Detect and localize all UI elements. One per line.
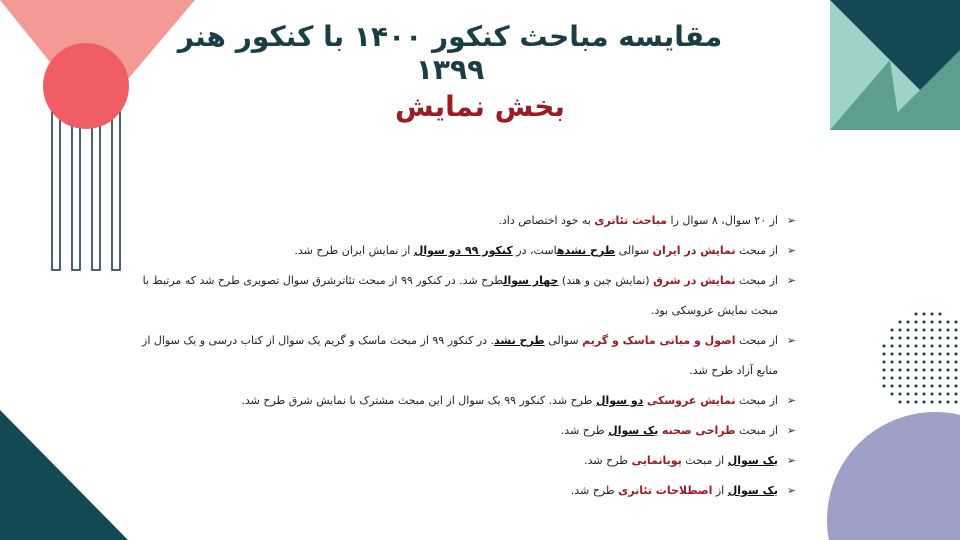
arrow-bullet-icon: ➢ <box>786 274 796 287</box>
bullet-text: از مبحث <box>735 274 778 287</box>
pattern-dot <box>915 361 918 364</box>
pattern-dot <box>923 353 926 356</box>
underlined-text: یک سوال <box>727 484 778 497</box>
highlight-text: نمایش عروسکی <box>646 394 736 407</box>
pattern-dot <box>923 369 926 372</box>
pattern-dot <box>915 353 918 356</box>
bottom-left-triangle-decoration <box>0 410 130 540</box>
pattern-dot <box>907 353 910 356</box>
bullet-item <box>132 266 796 326</box>
bullet-text: طرح شد. <box>584 454 632 467</box>
pattern-dot <box>947 329 950 332</box>
pattern-dot <box>955 345 958 348</box>
pattern-dot <box>891 385 894 388</box>
pattern-dot <box>915 321 918 324</box>
pattern-dot <box>931 377 934 380</box>
pattern-dot <box>883 385 886 388</box>
pattern-dot <box>907 393 910 396</box>
highlight-text: پویانمایی <box>631 454 682 467</box>
pattern-dot <box>955 321 958 324</box>
bullet-text: از نمایش ایران طرح شد. <box>294 244 414 257</box>
pattern-dot <box>899 401 902 404</box>
pattern-dot <box>899 393 902 396</box>
pattern-dot <box>955 393 958 396</box>
pattern-dot <box>955 369 958 372</box>
pattern-dot <box>939 361 942 364</box>
pattern-dot <box>899 321 902 324</box>
bullet-text: طرح شد. <box>570 484 619 497</box>
pattern-dot <box>947 385 950 388</box>
pattern-dot <box>899 369 902 372</box>
pattern-dot <box>923 393 926 396</box>
slide-title: مقایسه مباحث کنکور ۱۴۰۰ با کنکور هنر ۱۳۹۹ <box>177 20 723 86</box>
pattern-dot <box>947 401 950 404</box>
arrow-bullet-icon: ➢ <box>786 424 796 437</box>
pattern-dot <box>883 345 886 348</box>
pattern-dot <box>907 377 910 380</box>
pattern-dot <box>891 329 894 332</box>
pattern-dot <box>899 345 902 348</box>
pattern-dot <box>955 377 958 380</box>
bullet-text: از مبحث <box>735 394 778 407</box>
pattern-dot <box>939 313 942 316</box>
bullet-text: از <box>712 484 728 497</box>
bullet-text: طرح شد. در کنکور ۹۹ از مبحث تئاترشرق سوال تصویری طرح شد که مرتبط با مبحث نمایش عروسکی بود. <box>142 274 778 317</box>
pattern-dot <box>955 385 958 388</box>
bullet-text: طرح شد. کنکور ۹۹ یک سوال از این مبحث مشترک با نمایش شرق طرح شد. <box>241 394 596 407</box>
underlined-text: طرح نشده <box>556 244 616 257</box>
lavender-circle-decoration <box>820 405 960 540</box>
highlight-text: اصطلاحات تئاتری <box>618 484 713 497</box>
pattern-dot <box>955 329 958 332</box>
pattern-dot <box>939 369 942 372</box>
bullet-text: (نمایش چین و هند) <box>558 274 654 287</box>
pattern-dot <box>923 385 926 388</box>
pattern-dot <box>939 385 942 388</box>
pattern-dot <box>891 337 894 340</box>
pattern-dot <box>891 393 894 396</box>
pattern-dot <box>923 345 926 348</box>
pattern-dot <box>923 401 926 404</box>
arrow-bullet-icon: ➢ <box>786 244 796 257</box>
highlight-text: نمایش در ایران <box>652 244 736 257</box>
pattern-dot <box>915 313 918 316</box>
arrow-bullet-icon: ➢ <box>786 214 796 227</box>
pattern-dot <box>947 377 950 380</box>
bullet-list <box>132 206 796 506</box>
bullet-text: است، در <box>512 244 557 257</box>
bullet-text: طرح شد. <box>560 424 609 437</box>
pattern-dot <box>955 401 958 404</box>
pattern-dot <box>915 329 918 332</box>
underlined-text: کنکور ۹۹ دو سوال <box>413 244 513 257</box>
bullet-text: از ۲۰ سوال، ۸ سوال را <box>667 214 778 227</box>
pattern-dot <box>923 377 926 380</box>
pattern-dot <box>947 345 950 348</box>
pattern-dot <box>907 337 910 340</box>
pattern-dot <box>899 385 902 388</box>
slide-subtitle: بخش نمایش <box>395 90 565 123</box>
pattern-dot <box>931 385 934 388</box>
pattern-dot <box>915 337 918 340</box>
pattern-dot <box>923 313 926 316</box>
pattern-dot <box>891 369 894 372</box>
pattern-dot <box>947 369 950 372</box>
pattern-dot <box>931 337 934 340</box>
pattern-dot <box>899 361 902 364</box>
pattern-dot <box>955 361 958 364</box>
pattern-dot <box>931 321 934 324</box>
bullet-text: از مبحث <box>735 244 778 257</box>
pattern-dot <box>883 353 886 356</box>
arrow-bullet-icon: ➢ <box>786 484 796 497</box>
pattern-dot <box>915 345 918 348</box>
pattern-dot <box>955 353 958 356</box>
pattern-dot <box>939 321 942 324</box>
underlined-text: چهار سوال <box>503 274 559 287</box>
pattern-dot <box>947 337 950 340</box>
bullet-item <box>132 476 796 506</box>
pattern-dot <box>947 321 950 324</box>
underlined-text: دو سوال <box>595 394 644 407</box>
pattern-dot <box>907 385 910 388</box>
arrow-bullet-icon: ➢ <box>786 394 796 407</box>
pattern-dot <box>907 329 910 332</box>
bullet-item <box>132 206 796 236</box>
pattern-dot <box>923 321 926 324</box>
pattern-dot <box>883 361 886 364</box>
pattern-dot <box>931 361 934 364</box>
top-right-geometric-decoration <box>830 0 960 130</box>
pattern-dot <box>907 369 910 372</box>
bullet-text: . در کنکور ۹۹ از مبحث ماسک و گریم یک سوال از کتاب درسی و یک سوال از منابع آزاد طرح شد. <box>142 334 778 377</box>
pattern-dot <box>915 377 918 380</box>
highlight-text: طراحی صحنه <box>661 424 736 437</box>
bullet-text: از مبحث <box>735 424 778 437</box>
bullet-item <box>132 326 796 386</box>
pattern-dot <box>931 329 934 332</box>
pattern-dot <box>907 361 910 364</box>
pattern-dot <box>923 329 926 332</box>
pattern-dot <box>939 353 942 356</box>
highlight-text: اصول و مبانی ماسک و گریم <box>582 334 736 347</box>
pattern-dot <box>923 361 926 364</box>
pattern-dot <box>931 393 934 396</box>
pattern-dot <box>891 361 894 364</box>
pattern-dot <box>883 377 886 380</box>
pattern-dot <box>947 361 950 364</box>
pattern-dot <box>947 353 950 356</box>
coral-circle-decoration <box>42 42 130 130</box>
bullet-text: به خود اختصاص داد. <box>498 214 595 227</box>
underlined-text: یک سوال <box>608 424 659 437</box>
pattern-dot <box>891 377 894 380</box>
pattern-dot <box>915 385 918 388</box>
pattern-dot <box>891 353 894 356</box>
pattern-dot <box>955 337 958 340</box>
pattern-dot <box>939 329 942 332</box>
pattern-dot <box>939 401 942 404</box>
bullet-item <box>132 386 796 416</box>
pattern-dot <box>931 353 934 356</box>
pattern-dot <box>891 345 894 348</box>
pattern-dot <box>931 369 934 372</box>
bullet-text: سوالی <box>615 244 653 257</box>
highlight-text: مباحث تئاتری <box>594 214 668 227</box>
underlined-text: یک سوال <box>727 454 778 467</box>
bullet-text: از مبحث <box>681 454 728 467</box>
bullet-item <box>132 446 796 476</box>
pattern-dot <box>899 337 902 340</box>
arrow-bullet-icon: ➢ <box>786 334 796 347</box>
arrow-bullet-icon: ➢ <box>786 454 796 467</box>
highlight-text: نمایش در شرق <box>653 274 736 287</box>
pattern-dot <box>899 377 902 380</box>
bullet-text: از مبحث <box>735 334 778 347</box>
pattern-dot <box>883 369 886 372</box>
dotted-pattern-decoration <box>870 308 960 418</box>
underlined-text: طرح نشد <box>494 334 545 347</box>
pattern-dot <box>907 345 910 348</box>
pattern-dot <box>907 401 910 404</box>
pattern-dot <box>915 369 918 372</box>
pattern-dot <box>899 329 902 332</box>
pattern-dot <box>907 321 910 324</box>
pattern-dot <box>915 393 918 396</box>
pattern-dot <box>915 401 918 404</box>
pattern-dot <box>931 401 934 404</box>
pattern-dot <box>939 345 942 348</box>
pattern-dot <box>939 337 942 340</box>
bullet-text: سوالی <box>544 334 583 347</box>
bullet-item <box>132 236 796 266</box>
pattern-dot <box>899 353 902 356</box>
bullet-item <box>132 416 796 446</box>
pattern-dot <box>923 337 926 340</box>
pattern-dot <box>931 313 934 316</box>
pattern-dot <box>939 393 942 396</box>
pattern-dot <box>939 377 942 380</box>
pattern-dot <box>947 393 950 396</box>
pattern-dot <box>931 345 934 348</box>
